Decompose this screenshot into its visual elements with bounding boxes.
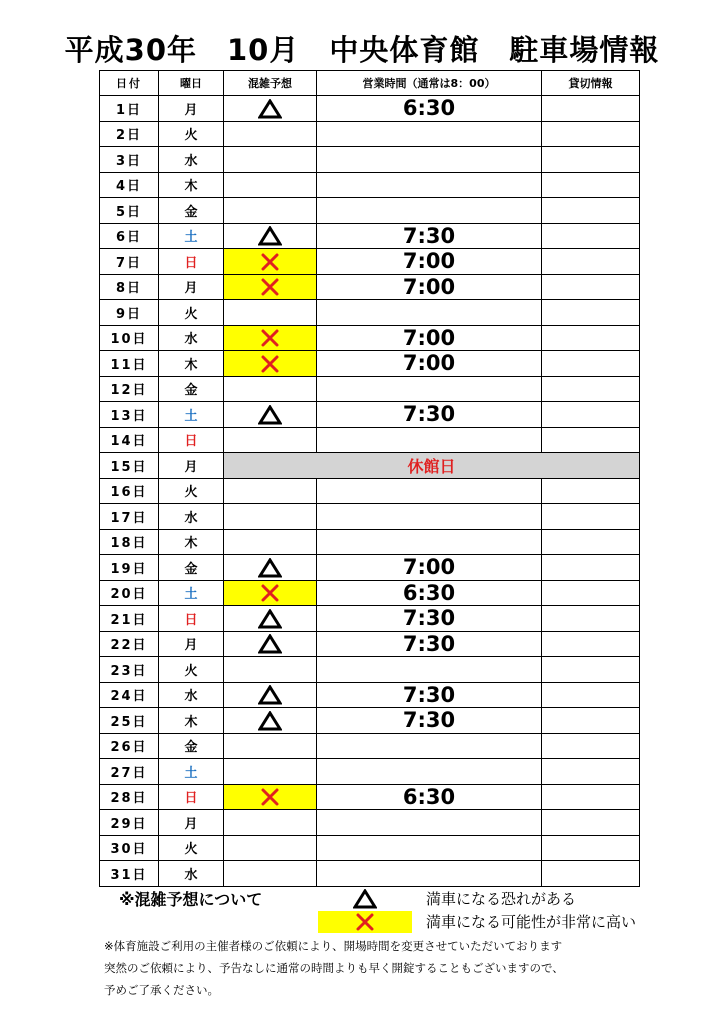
congestion-cell (224, 835, 317, 861)
day-weekday: 火 (159, 478, 224, 504)
opening-time (317, 759, 542, 785)
table-row (100, 733, 640, 759)
congestion-cell (224, 325, 317, 351)
table-row (100, 172, 640, 198)
congestion-cell (224, 478, 317, 504)
rental-info-cell (542, 784, 640, 810)
day-weekday: 水 (159, 682, 224, 708)
day-date: 1日 (100, 96, 159, 122)
congestion-cell (224, 657, 317, 683)
day-weekday: 木 (159, 708, 224, 734)
opening-time: 7:30 (317, 708, 542, 734)
day-date: 10日 (100, 325, 159, 351)
congestion-cell (224, 733, 317, 759)
opening-time (317, 504, 542, 530)
day-date: 26日 (100, 733, 159, 759)
rental-info-cell (542, 402, 640, 428)
congestion-cell (224, 274, 317, 300)
triangle-icon (258, 405, 282, 425)
rental-info-cell (542, 274, 640, 300)
triangle-icon (258, 609, 282, 629)
day-weekday: 木 (159, 351, 224, 377)
table-row (100, 351, 640, 377)
note-line-1: ※体育施設ご利用の主催者様のご依頼により、開場時間を変更させていただいております (104, 939, 563, 953)
opening-time (317, 172, 542, 198)
day-date: 20日 (100, 580, 159, 606)
table-row (100, 504, 640, 530)
day-date: 3日 (100, 147, 159, 173)
congestion-cell (224, 427, 317, 453)
triangle-icon (258, 685, 282, 705)
opening-time (317, 121, 542, 147)
header-weekday: 曜日 (159, 71, 224, 96)
table-row (100, 147, 640, 173)
opening-time (317, 529, 542, 555)
day-date: 11日 (100, 351, 159, 377)
opening-time (317, 300, 542, 326)
table-row (100, 478, 640, 504)
opening-time: 7:00 (317, 325, 542, 351)
day-date: 31日 (100, 861, 159, 887)
opening-time (317, 657, 542, 683)
day-date: 5日 (100, 198, 159, 224)
legend-cross-text: 満車になる可能性が非常に高い (426, 913, 637, 931)
triangle-icon (258, 226, 282, 246)
opening-time: 7:30 (317, 606, 542, 632)
day-date: 4日 (100, 172, 159, 198)
table-row (100, 96, 640, 122)
day-date: 6日 (100, 223, 159, 249)
opening-time: 7:30 (317, 631, 542, 657)
note-line-2: 突然のご依頼により、予告なしに通常の時間よりも早く開錠することもございますので、 (104, 961, 564, 975)
day-weekday: 月 (159, 96, 224, 122)
day-date: 13日 (100, 402, 159, 428)
rental-info-cell (542, 606, 640, 632)
congestion-cell (224, 96, 317, 122)
day-weekday: 火 (159, 300, 224, 326)
table-row (100, 631, 640, 657)
rental-info-cell (542, 427, 640, 453)
day-date: 28日 (100, 784, 159, 810)
congestion-cell (224, 631, 317, 657)
congestion-cell (224, 223, 317, 249)
table-row (100, 300, 640, 326)
congestion-cell (224, 682, 317, 708)
day-date: 25日 (100, 708, 159, 734)
rental-info-cell (542, 529, 640, 555)
rental-info-cell (542, 121, 640, 147)
day-weekday: 火 (159, 121, 224, 147)
day-weekday: 金 (159, 376, 224, 402)
rental-info-cell (542, 861, 640, 887)
page-title: 平成30年 10月 中央体育館 駐車場情報 (64, 33, 660, 67)
cross-icon (258, 354, 282, 374)
day-weekday: 火 (159, 657, 224, 683)
opening-time: 7:00 (317, 555, 542, 581)
rental-info-cell (542, 223, 640, 249)
rental-info-cell (542, 147, 640, 173)
triangle-icon (258, 711, 282, 731)
cross-icon (258, 252, 282, 272)
day-weekday: 水 (159, 504, 224, 530)
congestion-cell (224, 351, 317, 377)
congestion-cell (224, 504, 317, 530)
congestion-cell (224, 376, 317, 402)
rental-info-cell (542, 249, 640, 275)
day-weekday: 月 (159, 274, 224, 300)
day-date: 27日 (100, 759, 159, 785)
day-weekday: 日 (159, 249, 224, 275)
rental-info-cell (542, 478, 640, 504)
day-weekday: 月 (159, 631, 224, 657)
day-date: 18日 (100, 529, 159, 555)
day-weekday: 水 (159, 325, 224, 351)
table-row (100, 835, 640, 861)
day-weekday: 金 (159, 198, 224, 224)
opening-time (317, 835, 542, 861)
opening-time (317, 376, 542, 402)
cross-icon (353, 912, 377, 932)
congestion-cell (224, 784, 317, 810)
table-row (100, 606, 640, 632)
opening-time (317, 861, 542, 887)
congestion-cell (224, 198, 317, 224)
day-date: 22日 (100, 631, 159, 657)
day-date: 14日 (100, 427, 159, 453)
opening-time (317, 147, 542, 173)
day-date: 21日 (100, 606, 159, 632)
table-row (100, 708, 640, 734)
day-date: 8日 (100, 274, 159, 300)
table-row (100, 249, 640, 275)
opening-time (317, 198, 542, 224)
day-date: 23日 (100, 657, 159, 683)
day-weekday: 日 (159, 606, 224, 632)
triangle-icon (353, 889, 377, 909)
day-date: 17日 (100, 504, 159, 530)
table-row (100, 580, 640, 606)
table-row (100, 198, 640, 224)
table-row (100, 861, 640, 887)
day-date: 30日 (100, 835, 159, 861)
day-date: 16日 (100, 478, 159, 504)
table-row (100, 759, 640, 785)
opening-time: 7:30 (317, 402, 542, 428)
cross-icon (258, 328, 282, 348)
table-row (100, 121, 640, 147)
congestion-cell (224, 529, 317, 555)
opening-time (317, 733, 542, 759)
opening-time: 7:30 (317, 223, 542, 249)
table-row (100, 274, 640, 300)
day-date: 24日 (100, 682, 159, 708)
day-weekday: 土 (159, 402, 224, 428)
day-date: 29日 (100, 810, 159, 836)
rental-info-cell (542, 325, 640, 351)
header-rental: 貸切情報 (542, 71, 640, 96)
triangle-icon (258, 99, 282, 119)
congestion-cell (224, 172, 317, 198)
opening-time: 6:30 (317, 96, 542, 122)
header-congestion: 混雑予想 (224, 71, 317, 96)
legend-title: ※混雑予想について (119, 890, 263, 909)
rental-info-cell (542, 96, 640, 122)
table-row (100, 682, 640, 708)
congestion-cell (224, 606, 317, 632)
day-weekday: 月 (159, 810, 224, 836)
opening-time: 6:30 (317, 580, 542, 606)
rental-info-cell (542, 733, 640, 759)
rental-info-cell (542, 198, 640, 224)
triangle-icon (258, 558, 282, 578)
day-date: 15日 (100, 453, 159, 479)
day-weekday: 土 (159, 759, 224, 785)
cross-icon (258, 277, 282, 297)
congestion-cell (224, 147, 317, 173)
day-weekday: 土 (159, 580, 224, 606)
day-weekday: 金 (159, 555, 224, 581)
congestion-cell (224, 810, 317, 836)
table-row (100, 555, 640, 581)
rental-info-cell (542, 172, 640, 198)
legend-triangle-text: 満車になる恐れがある (426, 890, 577, 908)
table-row (100, 810, 640, 836)
legend-triangle (318, 888, 412, 910)
congestion-cell (224, 759, 317, 785)
opening-time (317, 427, 542, 453)
note-line-3: 予めご了承ください。 (104, 983, 219, 997)
header-hours: 営業時間（通常は8：00） (317, 71, 542, 96)
congestion-cell (224, 300, 317, 326)
table-row (100, 784, 640, 810)
opening-time: 7:00 (317, 351, 542, 377)
opening-time: 7:30 (317, 682, 542, 708)
day-weekday: 木 (159, 172, 224, 198)
opening-time (317, 810, 542, 836)
day-weekday: 火 (159, 835, 224, 861)
day-weekday: 水 (159, 147, 224, 173)
rental-info-cell (542, 376, 640, 402)
table-row (100, 402, 640, 428)
congestion-cell (224, 580, 317, 606)
rental-info-cell (542, 631, 640, 657)
congestion-cell (224, 555, 317, 581)
day-weekday: 日 (159, 427, 224, 453)
header-date: 日付 (100, 71, 159, 96)
rental-info-cell (542, 810, 640, 836)
table-row (100, 453, 640, 479)
congestion-cell (224, 249, 317, 275)
table-row (100, 223, 640, 249)
closed-day-cell: 休館日 (224, 453, 640, 479)
day-date: 12日 (100, 376, 159, 402)
rental-info-cell (542, 682, 640, 708)
table-row (100, 376, 640, 402)
table-row (100, 325, 640, 351)
day-date: 19日 (100, 555, 159, 581)
day-weekday: 月 (159, 453, 224, 479)
day-date: 9日 (100, 300, 159, 326)
day-date: 2日 (100, 121, 159, 147)
day-weekday: 金 (159, 733, 224, 759)
table-row (100, 529, 640, 555)
cross-icon (258, 787, 282, 807)
triangle-icon (258, 634, 282, 654)
opening-time (317, 478, 542, 504)
rental-info-cell (542, 504, 640, 530)
table-header-row (100, 71, 640, 96)
schedule-table (99, 70, 640, 887)
rental-info-cell (542, 708, 640, 734)
congestion-cell (224, 708, 317, 734)
day-weekday: 木 (159, 529, 224, 555)
rental-info-cell (542, 657, 640, 683)
rental-info-cell (542, 835, 640, 861)
rental-info-cell (542, 759, 640, 785)
table-row (100, 427, 640, 453)
day-weekday: 水 (159, 861, 224, 887)
opening-time: 7:00 (317, 249, 542, 275)
congestion-cell (224, 121, 317, 147)
day-weekday: 日 (159, 784, 224, 810)
rental-info-cell (542, 555, 640, 581)
day-date: 7日 (100, 249, 159, 275)
opening-time: 7:00 (317, 274, 542, 300)
legend-cross (318, 911, 412, 933)
rental-info-cell (542, 300, 640, 326)
rental-info-cell (542, 351, 640, 377)
cross-icon (258, 583, 282, 603)
rental-info-cell (542, 580, 640, 606)
congestion-cell (224, 402, 317, 428)
congestion-cell (224, 861, 317, 887)
day-weekday: 土 (159, 223, 224, 249)
table-row (100, 657, 640, 683)
opening-time: 6:30 (317, 784, 542, 810)
